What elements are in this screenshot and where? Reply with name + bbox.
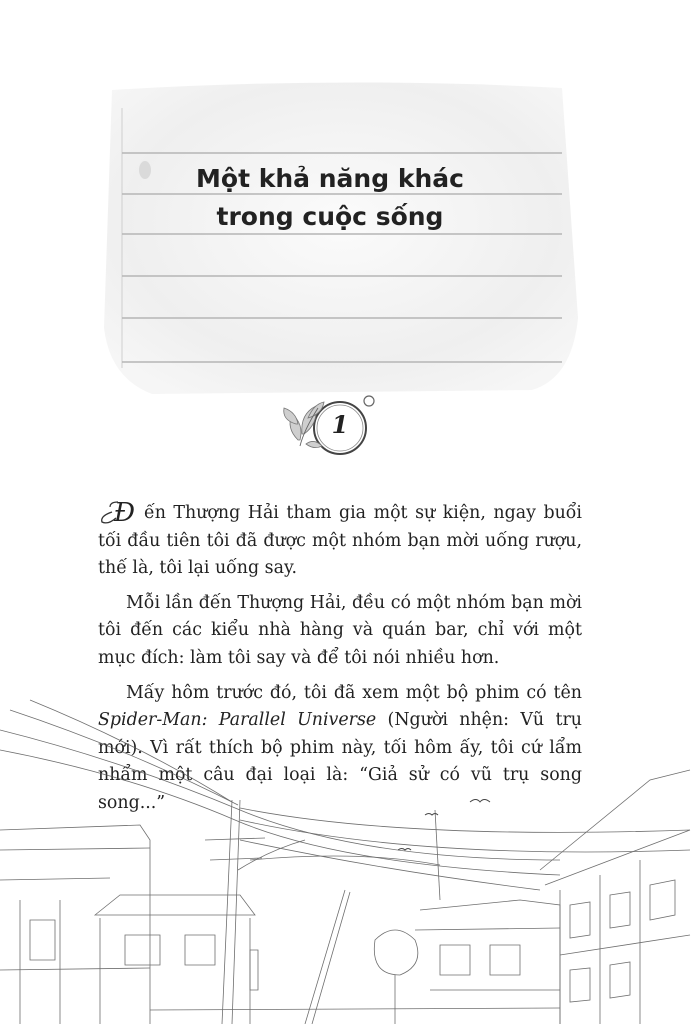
lined-paper-icon [92, 78, 586, 400]
paragraph-2: Mỗi lần đến Thượng Hải, đều có một nhóm bạn mời tôi đến các kiểu nhà hàng và quán bar, chỉ với một mục đích: làm tôi say và để tôi nói nhiều hơn. [98, 592, 582, 668]
chapter-title [110, 160, 550, 236]
chapter-title-line-1: Một khả năng khác [196, 164, 464, 193]
drop-cap-letter: Đ [114, 498, 135, 524]
decorative-drop-cap [98, 498, 144, 524]
notebook-paper-header [92, 78, 586, 400]
film-title: Spider-Man: Parallel Universe [98, 710, 377, 731]
paragraph-3-start: Mấy hôm trước đó, tôi đã xem một bộ phim có tên [126, 682, 582, 703]
chapter-title-line-2: trong cuộc sống [216, 202, 444, 231]
paragraph-1-text: ến Thượng Hải tham gia một sự kiện, ngay buổi tối đầu tiên tôi đã được một nhóm bạn mời uống rượu, thế là, tôi lại uống say. [98, 503, 582, 579]
paragraph-3-rest: (Người nhện: Vũ trụ mới). Vì rất thích bộ phim này, tối hôm ấy, tôi cứ lẩm nhẩm một câu đại loại là: “Giả sử có vũ trụ song song...” [98, 710, 582, 813]
street-sketch-illustration [0, 690, 694, 1024]
chapter-number: 1 [331, 410, 349, 439]
paragraph-1 [98, 498, 582, 583]
